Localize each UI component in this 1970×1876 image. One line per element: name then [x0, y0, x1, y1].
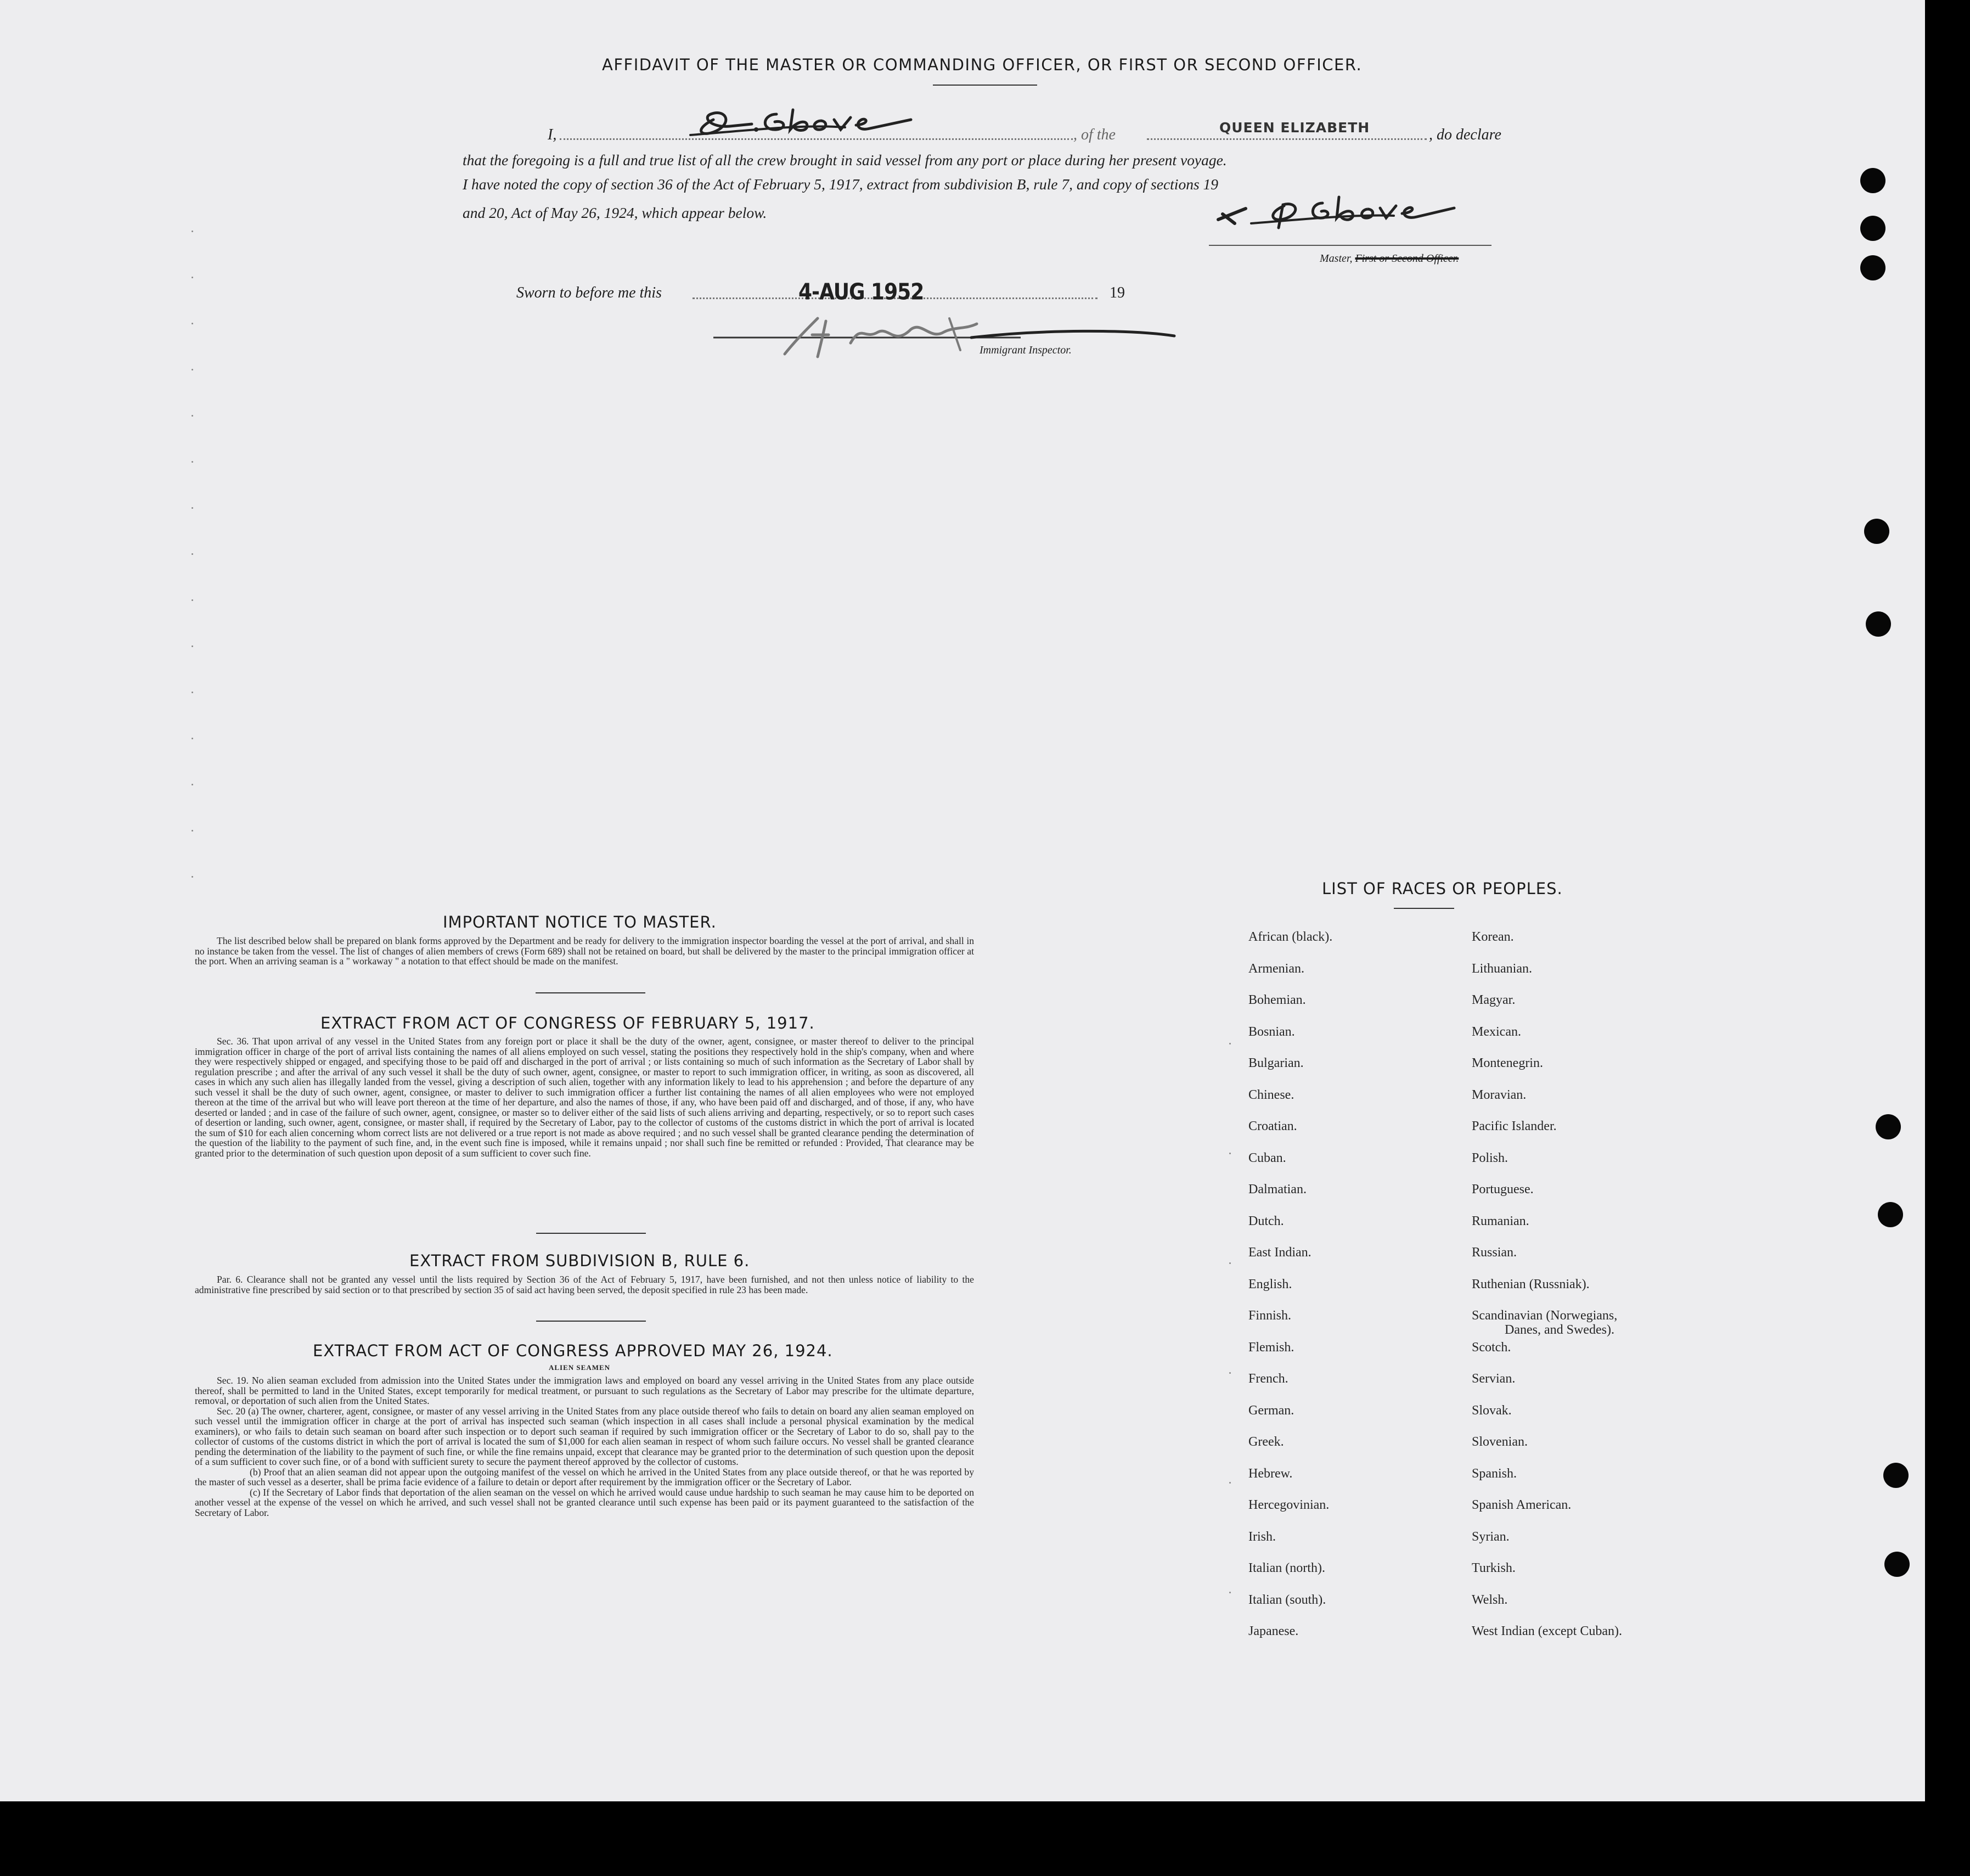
margin-speck [192, 553, 193, 555]
race-item: Bosnian. [1248, 1024, 1295, 1039]
punch-hole-8 [1883, 1463, 1909, 1488]
margin-speck [192, 876, 193, 878]
race-item: Scandinavian (Norwegians, [1472, 1308, 1618, 1323]
affidavit-line-4: and 20, Act of May 26, 1924, which appear below. [463, 204, 767, 221]
races-heading: LIST OF RACES OR PEOPLES. [1322, 879, 1563, 898]
date-stamp: 4-AUG 1952 [798, 279, 924, 306]
race-item: Greek. [1248, 1435, 1284, 1449]
punch-hole-1 [1860, 168, 1885, 193]
race-item: Dutch. [1248, 1214, 1284, 1228]
race-item: Bohemian. [1248, 993, 1306, 1007]
race-item: Spanish American. [1472, 1498, 1572, 1512]
extract-1917-rule [536, 1233, 646, 1234]
race-item: Turkish. [1472, 1561, 1516, 1575]
race-item: Servian. [1472, 1372, 1516, 1386]
margin-speck [1229, 1482, 1231, 1484]
margin-speck [1229, 1043, 1231, 1044]
extract-1924-text [195, 1375, 974, 1518]
margin-speck [192, 231, 193, 232]
race-item: Flemish. [1248, 1340, 1294, 1355]
race-item: Croatian. [1248, 1119, 1297, 1133]
race-item: Italian (north). [1248, 1561, 1325, 1575]
master-signature [1213, 189, 1471, 236]
race-item: East Indian. [1248, 1245, 1312, 1260]
race-item: Rumanian. [1472, 1214, 1529, 1228]
punch-hole-4 [1864, 519, 1889, 544]
sworn-year: 19 [1110, 284, 1125, 301]
extract-1917-heading: EXTRACT FROM ACT OF CONGRESS OF FEBRUARY 5, 1917. [320, 1014, 815, 1032]
race-item: English. [1248, 1277, 1292, 1291]
margin-speck [192, 738, 193, 739]
inspector-signature [713, 307, 1185, 362]
margin-speck [1229, 1372, 1231, 1374]
race-item: Slovenian. [1472, 1435, 1528, 1449]
race-item: Syrian. [1472, 1529, 1510, 1544]
of-the-text: , of the [1073, 126, 1116, 143]
race-item: Chinese. [1248, 1087, 1294, 1102]
race-item: Japanese. [1248, 1624, 1299, 1638]
notice-text [195, 936, 974, 967]
margin-speck [192, 692, 193, 693]
affidavit-prefix: I, [548, 126, 557, 143]
margin-speck [192, 507, 193, 509]
race-item: West Indian (except Cuban). [1472, 1624, 1622, 1638]
rule6-heading: EXTRACT FROM SUBDIVISION B, RULE 6. [409, 1251, 750, 1270]
punch-hole-5 [1866, 611, 1891, 637]
affidavit-line-3: I have noted the copy of section 36 of the Act of February 5, 1917, extract from subdivision B, rule 7, and copy of sections 19 [463, 176, 1219, 193]
punch-hole-2 [1860, 216, 1885, 241]
race-item: Irish. [1248, 1529, 1276, 1544]
margin-speck [192, 323, 193, 324]
race-item: Bulgarian. [1248, 1056, 1304, 1070]
races-rule [1394, 908, 1454, 909]
margin-speck [192, 599, 193, 601]
notice-rule [536, 992, 645, 993]
race-item: Slovak. [1472, 1403, 1512, 1418]
rule6-rule [536, 1321, 646, 1322]
race-item: Finnish. [1248, 1308, 1292, 1323]
race-item: Italian (south). [1248, 1592, 1326, 1607]
master-label [1320, 252, 1459, 265]
punch-hole-9 [1884, 1552, 1910, 1577]
inspector-label: Immigrant Inspector. [980, 344, 1072, 356]
extract-1924-heading: EXTRACT FROM ACT OF CONGRESS APPROVED MAY 26, 1924. [313, 1341, 833, 1360]
margin-speck [192, 830, 193, 832]
race-item: African (black). [1248, 930, 1333, 944]
race-item: German. [1248, 1403, 1294, 1418]
rule6-paragraph: Par. 6. Clearance shall not be granted any vessel until the lists required by Section 36 of the Act of February 5, 1917, have been furnished, and not then unless notice of liability to the administrative fine prescribed by said section or to that prescribed by section 35 of said act having been served, the deposit specified in rule 23 has been made. [195, 1274, 974, 1295]
title-rule [933, 85, 1037, 86]
extract-1917-text [195, 1036, 974, 1158]
race-item: Ruthenian (Russniak). [1472, 1277, 1590, 1291]
race-item-continuation: Danes, and Swedes). [1505, 1323, 1614, 1337]
margin-speck [1229, 1153, 1231, 1154]
master-label-text: Master, [1320, 252, 1353, 265]
vessel-name-stamp: QUEEN ELIZABETH [1219, 120, 1370, 136]
margin-speck [1229, 1592, 1231, 1593]
race-item: Mexican. [1472, 1024, 1521, 1039]
race-item: Hebrew. [1248, 1466, 1293, 1481]
affidavit-line-2: that the foregoing is a full and true list of all the crew brought in said vessel from any port or place during her present voyage. [463, 151, 1227, 168]
section-19: Sec. 19. No alien seaman excluded from admission into the United States under the immigration laws and employed on board any vessel arriving in the United States from any place outside thereof, shall be permitted to land in the United States, except temporarily for medical treatment, or pursuant to such regulations as the Secretary of Labor may prescribe for the ultimate departure, removal, or deportation of such alien from the United States. [195, 1375, 974, 1406]
race-item: French. [1248, 1372, 1288, 1386]
race-item: Polish. [1472, 1150, 1509, 1165]
sworn-label: Sworn to before me this [516, 284, 662, 301]
margin-speck [192, 415, 193, 417]
margin-speck [192, 784, 193, 785]
race-item: Magyar. [1472, 993, 1516, 1007]
affidavit-title: AFFIDAVIT OF THE MASTER OR COMMANDING OFFICER, OR FIRST OR SECOND OFFICER. [602, 55, 1363, 74]
punch-hole-6 [1876, 1114, 1901, 1139]
race-item: Russian. [1472, 1245, 1517, 1260]
declare-text: , do declare [1429, 126, 1501, 143]
rule6-text [195, 1274, 974, 1295]
margin-speck [192, 645, 193, 647]
notice-paragraph: The list described below shall be prepared on blank forms approved by the Department and be ready for delivery to the immigration inspector boarding the vessel at the port of arrival, and shall in no instance be taken from the vessel. The list of changes of alien members of crews (Form 689) shall not be retained on board, but shall be delivered by the master to the principal immigration officer at the port. When an arriving seaman is a " workaway " a notation to that effect should be made on the manifest. [195, 935, 974, 967]
race-item: Montenegrin. [1472, 1056, 1543, 1070]
margin-speck [192, 369, 193, 370]
margin-speck [192, 461, 193, 463]
section-20c: (c) If the Secretary of Labor finds that deportation of the alien seaman on the vessel on which he arrived would cause undue hardship to such seaman he may cause him to be deported on another vessel at the expense of the vessel on which he arrived, and such vessel shall not be granted clearance until such expense has been paid or its payment guaranteed to the satisfaction of the Secretary of Labor. [195, 1486, 974, 1518]
race-item: Welsh. [1472, 1592, 1508, 1607]
margin-speck [1229, 1262, 1231, 1264]
punch-hole-7 [1878, 1202, 1903, 1227]
race-item: Dalmatian. [1248, 1182, 1307, 1197]
punch-hole-3 [1860, 255, 1885, 280]
section-20b: (b) Proof that an alien seaman did not appear upon the outgoing manifest of the vessel on which he arrived in the United States from any place outside thereof, or that he was reported by the master of such vessel as a deserter, shall be prima facie evidence of a failure to detain or deport after requirement by the immigration officer or the Secretary of Labor. [195, 1466, 974, 1487]
margin-speck [192, 277, 193, 278]
race-item: Cuban. [1248, 1150, 1286, 1165]
race-item: Moravian. [1472, 1087, 1527, 1102]
notice-heading: IMPORTANT NOTICE TO MASTER. [443, 913, 717, 931]
section-20a: Sec. 20 (a) The owner, charterer, agent, consignee, or master of any vessel arriving in the United States from any place outside thereof who fails to detain on board any alien seaman employed on such vessel until the immigration officer in charge at the port of arrival has inspected such seaman (which inspection in all cases shall include a personal physical examination by the medical examiners), or who fails to detain such seaman on board after such inspection or to deport such seaman if required by such immigration officer or the Secretary of Labor to do so, shall pay to the collector of customs of the customs district in which the port of arrival is located the sum of $1,000 for each alien seaman in respect of whom such failure occurs. No vessel shall be granted clearance pending the determination of the liability to the payment of such fine, or while the fine remains unpaid, except that clearance may be granted prior to the determination of such question upon the deposit of a sum sufficient to cover such fine, or of a bond with sufficient surety to secure the payment thereof approved by the collector of customs. [195, 1405, 974, 1467]
race-item: Spanish. [1472, 1466, 1517, 1481]
race-item: Hercegovinian. [1248, 1498, 1330, 1512]
extract-1917-paragraph: Sec. 36. That upon arrival of any vessel in the United States from any foreign port or place it shall be the duty of the owner, agent, consignee, or master thereof to deliver to the principal immigration officer in charge of the port of arrival lists containing the names of all aliens employed on such vessel, stating the positions they respectively hold in the ship's company, when and where they were respectively shipped or engaged, and specifying those to be paid off and discharged in the port of arrival ; or lists containing so much of such information as the Secretary of Labor shall by regulation prescribe ; and after the arrival of any such vessel it shall be the duty of such owner, agent, consignee, or master to report to such immigration officer, in writing, as soon as discovered, all cases in which any such alien has illegally landed from the vessel, giving a description of such alien, together with any information likely to lead to his apprehension ; and before the departure of any such vessel it shall be the duty of such owner, agent, consignee, or master to deliver to such immigration officer a further list containing the names of all alien employees who were not employed thereon at the time of the arrival but who will leave port thereon at the time of her departure, and also the names of those, if any, who have been paid off and discharged, and of those, if any, who have deserted or landed ; and in case of the failure of such owner, agent, consignee, or master so to deliver either of the said lists of such aliens arriving and departing, respectively, or so to report such cases of desertion or landing, such owner, agent, consignee, or master shall, if required by the Secretary of Labor, pay to the collector of customs of the customs district in which the port of arrival is located the sum of $10 for each alien concerning whom correct lists are not delivered or a true report is not made as above required ; and no such vessel shall be granted clearance pending the determination of the question of the liability to the payment of such fine, and, in the event such fine is imposed, while it remains unpaid ; nor shall such fine be remitted or refunded : Provided, That clearance may be granted prior to the determination of such question upon deposit of a sum sufficient to cover such fine. [195, 1036, 974, 1159]
struck-officer-label: First or Second Officer. [1355, 252, 1459, 265]
officer-signature [680, 98, 922, 147]
race-item: Korean. [1472, 930, 1514, 944]
race-item: Scotch. [1472, 1340, 1511, 1355]
master-signature-rule [1209, 245, 1491, 246]
alien-seamen-subheading: ALIEN SEAMEN [549, 1363, 611, 1372]
race-item: Armenian. [1248, 961, 1304, 976]
race-item: Portuguese. [1472, 1182, 1534, 1197]
vessel-dotted-line [1147, 138, 1427, 140]
race-item: Lithuanian. [1472, 961, 1532, 976]
race-item: Pacific Islander. [1472, 1119, 1557, 1133]
